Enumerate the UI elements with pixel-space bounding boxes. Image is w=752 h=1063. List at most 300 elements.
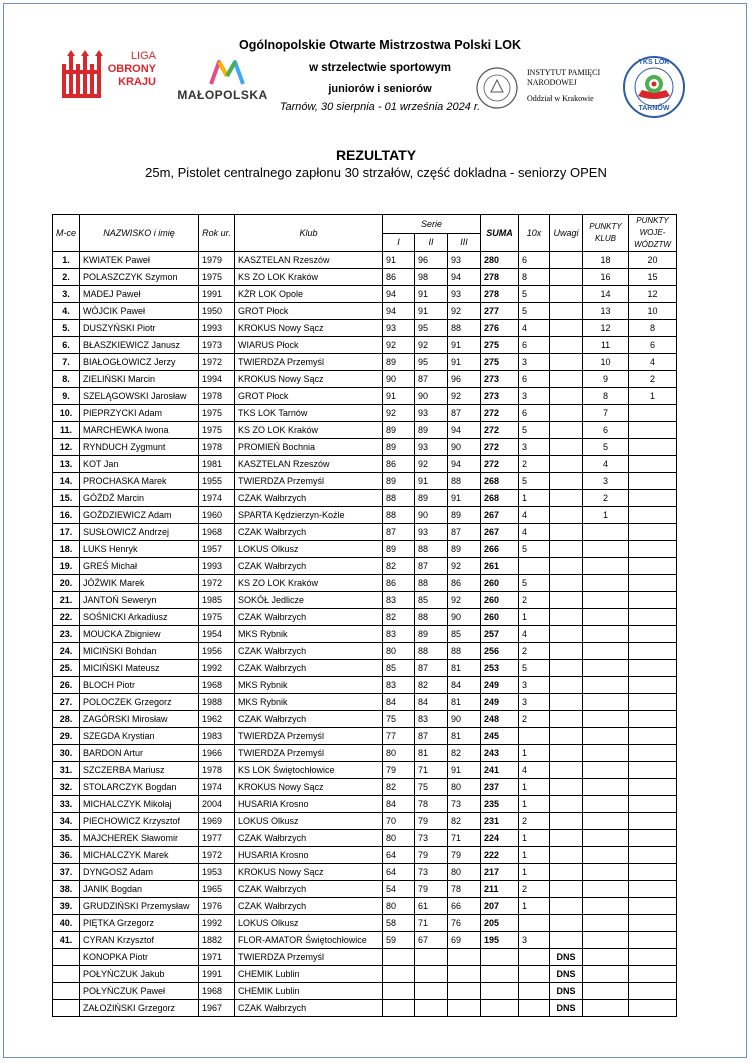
- cell-club: TWIERDZA Przemyśl: [235, 949, 383, 966]
- cell-club: KS LOK Świętochłowice: [235, 762, 383, 779]
- table-row: [53, 439, 677, 456]
- cell-series-1: 89: [383, 422, 415, 439]
- cell-notes: [550, 813, 583, 830]
- cell-place: 41.: [53, 932, 80, 949]
- cell-tens: 3: [519, 677, 550, 694]
- kraju-text: KRAJU: [118, 76, 156, 88]
- cell-sum: 266: [481, 541, 519, 558]
- header-category: juniorów i seniorów: [328, 83, 432, 95]
- cell-year: 1955: [199, 473, 235, 490]
- cell-place: 1.: [53, 252, 80, 269]
- cell-series-2: 91: [415, 303, 448, 320]
- cell-club: WIARUS Płock: [235, 337, 383, 354]
- cell-year: 1966: [199, 745, 235, 762]
- cell-series-2: 71: [415, 762, 448, 779]
- cell-sum: 272: [481, 456, 519, 473]
- cell-points-voivodeship: 8: [629, 320, 677, 337]
- cell-tens: 1: [519, 490, 550, 507]
- ipn-line2: NARODOWEJ: [527, 78, 577, 87]
- cell-points-voivodeship: [629, 422, 677, 439]
- cell-notes: [550, 558, 583, 575]
- cell-place: 12.: [53, 439, 80, 456]
- cell-series-1: 89: [383, 354, 415, 371]
- table-row: [53, 286, 677, 303]
- cell-points-club: [583, 677, 629, 694]
- cell-series-1: 83: [383, 626, 415, 643]
- cell-points-voivodeship: 10: [629, 303, 677, 320]
- cell-club: LOKUS Olkusz: [235, 915, 383, 932]
- cell-club: CZAK Wałbrzych: [235, 881, 383, 898]
- cell-series-3: 85: [448, 626, 481, 643]
- cell-sum: 222: [481, 847, 519, 864]
- cell-notes: [550, 422, 583, 439]
- cell-series-1: 88: [383, 490, 415, 507]
- cell-name: KONOPKA Piotr: [80, 949, 199, 966]
- table-row: [53, 320, 677, 337]
- cell-tens: 1: [519, 830, 550, 847]
- cell-year: 1985: [199, 592, 235, 609]
- header-points-club: PUNKTY KLUB: [583, 215, 629, 252]
- cell-name: RYNDUCH Zygmunt: [80, 439, 199, 456]
- cell-club: PROMIEŃ Bochnia: [235, 439, 383, 456]
- cell-name: JANTOŃ Seweryn: [80, 592, 199, 609]
- cell-sum: 205: [481, 915, 519, 932]
- cell-notes: [550, 303, 583, 320]
- cell-year: 1979: [199, 252, 235, 269]
- cell-year: 1975: [199, 609, 235, 626]
- cell-series-1: [383, 1000, 415, 1017]
- cell-series-2: 93: [415, 405, 448, 422]
- cell-series-1: 82: [383, 609, 415, 626]
- cell-sum: 245: [481, 728, 519, 745]
- header-discipline: w strzelectwie sportowym: [309, 62, 451, 74]
- cell-series-3: 66: [448, 898, 481, 915]
- cell-name: MICHALCZYK Mikołaj: [80, 796, 199, 813]
- cell-points-voivodeship: [629, 558, 677, 575]
- cell-notes: [550, 388, 583, 405]
- cell-tens: 2: [519, 456, 550, 473]
- table-row: [53, 252, 677, 269]
- cell-series-3: 90: [448, 439, 481, 456]
- cell-points-club: [583, 898, 629, 915]
- table-row: [53, 745, 677, 762]
- cell-points-voivodeship: 6: [629, 337, 677, 354]
- cell-tens: 4: [519, 626, 550, 643]
- cell-name: GRUDZIŃSKI Przemysław: [80, 898, 199, 915]
- cell-tens: [519, 558, 550, 575]
- cell-name: JÓŹWIK Marek: [80, 575, 199, 592]
- cell-year: 1978: [199, 762, 235, 779]
- cell-series-3: 89: [448, 507, 481, 524]
- table-row: [53, 711, 677, 728]
- cell-year: 1994: [199, 371, 235, 388]
- cell-series-1: 91: [383, 388, 415, 405]
- cell-series-2: 84: [415, 694, 448, 711]
- cell-tens: 5: [519, 575, 550, 592]
- cell-series-2: 73: [415, 864, 448, 881]
- cell-series-2: 88: [415, 541, 448, 558]
- cell-club: KROKUS Nowy Sącz: [235, 320, 383, 337]
- cell-points-voivodeship: [629, 694, 677, 711]
- cell-name: BŁASZKIEWICZ Janusz: [80, 337, 199, 354]
- cell-club: CZAK Wałbrzych: [235, 558, 383, 575]
- cell-place: [53, 966, 80, 983]
- cell-notes: [550, 337, 583, 354]
- cell-series-1: 64: [383, 847, 415, 864]
- cell-year: 1976: [199, 898, 235, 915]
- cell-series-2: 89: [415, 490, 448, 507]
- cell-year: 1973: [199, 337, 235, 354]
- cell-tens: [519, 915, 550, 932]
- cell-series-2: 90: [415, 507, 448, 524]
- cell-name: MOUCKA Zbigniew: [80, 626, 199, 643]
- cell-series-2: 89: [415, 626, 448, 643]
- cell-notes: [550, 575, 583, 592]
- cell-place: 40.: [53, 915, 80, 932]
- cell-points-club: [583, 609, 629, 626]
- cell-points-voivodeship: [629, 847, 677, 864]
- cell-series-1: 75: [383, 711, 415, 728]
- cell-points-voivodeship: [629, 864, 677, 881]
- cell-series-1: 64: [383, 864, 415, 881]
- cell-sum: 207: [481, 898, 519, 915]
- cell-name: DUSZYŃSKI Piotr: [80, 320, 199, 337]
- cell-year: 2004: [199, 796, 235, 813]
- cell-place: 8.: [53, 371, 80, 388]
- cell-tens: 1: [519, 864, 550, 881]
- cell-points-voivodeship: [629, 660, 677, 677]
- cell-points-voivodeship: [629, 609, 677, 626]
- cell-points-voivodeship: [629, 592, 677, 609]
- cell-points-voivodeship: [629, 405, 677, 422]
- cell-sum: [481, 1000, 519, 1017]
- ipn-seal-icon: [475, 66, 519, 110]
- cell-tens: 2: [519, 592, 550, 609]
- cell-series-2: 95: [415, 354, 448, 371]
- cell-tens: 2: [519, 813, 550, 830]
- cell-series-1: 89: [383, 439, 415, 456]
- cell-points-club: [583, 592, 629, 609]
- cell-notes: [550, 541, 583, 558]
- cell-place: 20.: [53, 575, 80, 592]
- cell-series-1: 85: [383, 660, 415, 677]
- cell-tens: 4: [519, 320, 550, 337]
- cell-points-voivodeship: [629, 575, 677, 592]
- cell-series-2: 88: [415, 575, 448, 592]
- ipn-line3: Oddział w Krakowie: [527, 94, 594, 103]
- cell-points-club: 12: [583, 320, 629, 337]
- cell-series-3: 91: [448, 354, 481, 371]
- cell-notes: [550, 524, 583, 541]
- cell-club: TKS LOK Tarnów: [235, 405, 383, 422]
- cell-points-voivodeship: [629, 728, 677, 745]
- cell-sum: 273: [481, 388, 519, 405]
- header-points-voivodeship: PUNKTY WOJE- WÓDZTW: [629, 215, 677, 252]
- cell-series-1: 80: [383, 830, 415, 847]
- tks-top-text: TKS LOK: [638, 59, 670, 66]
- cell-club: LOKUS Olkusz: [235, 813, 383, 830]
- cell-sum: 272: [481, 422, 519, 439]
- table-row: [53, 371, 677, 388]
- cell-tens: [519, 728, 550, 745]
- cell-name: GREŚ Michał: [80, 558, 199, 575]
- cell-points-club: 10: [583, 354, 629, 371]
- cell-club: MKS Rybnik: [235, 694, 383, 711]
- cell-series-2: 85: [415, 592, 448, 609]
- cell-name: SUSŁOWICZ Andrzej: [80, 524, 199, 541]
- cell-points-club: [583, 575, 629, 592]
- cell-tens: 5: [519, 541, 550, 558]
- cell-points-voivodeship: [629, 898, 677, 915]
- cell-series-1: [383, 983, 415, 1000]
- cell-year: 1981: [199, 456, 235, 473]
- cell-place: 27.: [53, 694, 80, 711]
- cell-notes: [550, 779, 583, 796]
- cell-series-1: 82: [383, 779, 415, 796]
- cell-year: 1953: [199, 864, 235, 881]
- table-row: [53, 949, 677, 966]
- cell-name: PROCHASKA Marek: [80, 473, 199, 490]
- cell-points-voivodeship: [629, 881, 677, 898]
- cell-place: 17.: [53, 524, 80, 541]
- cell-series-3: 94: [448, 269, 481, 286]
- header-year: Rok ur.: [199, 215, 235, 252]
- cell-year: 1962: [199, 711, 235, 728]
- cell-series-1: 86: [383, 269, 415, 286]
- cell-tens: 5: [519, 473, 550, 490]
- cell-year: 1954: [199, 626, 235, 643]
- cell-club: GROT Płock: [235, 388, 383, 405]
- cell-points-club: [583, 558, 629, 575]
- cell-sum: 248: [481, 711, 519, 728]
- cell-series-2: [415, 966, 448, 983]
- cell-tens: [519, 983, 550, 1000]
- cell-points-club: 8: [583, 388, 629, 405]
- cell-series-3: 91: [448, 490, 481, 507]
- cell-series-2: 87: [415, 660, 448, 677]
- cell-club: KROKUS Nowy Sącz: [235, 779, 383, 796]
- header-series: Serie: [383, 215, 481, 234]
- cell-points-club: [583, 983, 629, 1000]
- cell-year: 1882: [199, 932, 235, 949]
- header-place: M-ce: [53, 215, 80, 252]
- cell-series-2: 93: [415, 439, 448, 456]
- cell-notes: [550, 847, 583, 864]
- cell-club: GROT Płock: [235, 303, 383, 320]
- cell-place: 2.: [53, 269, 80, 286]
- cell-club: KS ZO LOK Kraków: [235, 575, 383, 592]
- cell-sum: 268: [481, 473, 519, 490]
- cell-points-club: [583, 762, 629, 779]
- cell-club: FLOR-AMATOR Świętochłowice: [235, 932, 383, 949]
- cell-series-3: 92: [448, 592, 481, 609]
- cell-series-1: 84: [383, 796, 415, 813]
- table-row: [53, 660, 677, 677]
- cell-series-1: 82: [383, 558, 415, 575]
- cell-series-3: 87: [448, 524, 481, 541]
- cell-tens: 6: [519, 405, 550, 422]
- cell-notes: [550, 252, 583, 269]
- cell-points-club: 6: [583, 422, 629, 439]
- cell-sum: 195: [481, 932, 519, 949]
- cell-year: 1960: [199, 507, 235, 524]
- cell-place: 31.: [53, 762, 80, 779]
- cell-club: CZAK Wałbrzych: [235, 609, 383, 626]
- header-notes: Uwagi: [550, 215, 583, 252]
- cell-tens: 8: [519, 269, 550, 286]
- cell-year: 1968: [199, 677, 235, 694]
- cell-points-voivodeship: 12: [629, 286, 677, 303]
- cell-series-2: 93: [415, 524, 448, 541]
- cell-series-1: 91: [383, 252, 415, 269]
- cell-name: SOŚNICKI Arkadiusz: [80, 609, 199, 626]
- header-club: Klub: [235, 215, 383, 252]
- cell-series-1: 94: [383, 303, 415, 320]
- cell-points-club: [583, 779, 629, 796]
- cell-sum: 278: [481, 269, 519, 286]
- cell-points-voivodeship: [629, 1000, 677, 1017]
- cell-series-2: 75: [415, 779, 448, 796]
- cell-year: 1975: [199, 269, 235, 286]
- cell-name: MARCHEWKA Iwona: [80, 422, 199, 439]
- tks-lok-tarnow-logo: [622, 56, 686, 118]
- table-row: [53, 881, 677, 898]
- cell-points-voivodeship: 20: [629, 252, 677, 269]
- cell-place: 22.: [53, 609, 80, 626]
- cell-points-club: [583, 949, 629, 966]
- cell-year: 1988: [199, 694, 235, 711]
- table-row: [53, 337, 677, 354]
- cell-series-3: [448, 949, 481, 966]
- cell-club: CHEMIK Lublin: [235, 966, 383, 983]
- cell-series-3: 82: [448, 745, 481, 762]
- cell-series-3: 76: [448, 915, 481, 932]
- cell-points-club: 5: [583, 439, 629, 456]
- cell-name: BIAŁOGŁOWICZ Jerzy: [80, 354, 199, 371]
- cell-series-1: 80: [383, 898, 415, 915]
- cell-series-1: 83: [383, 592, 415, 609]
- table-row: [53, 1000, 677, 1017]
- cell-name: LUKS Henryk: [80, 541, 199, 558]
- cell-points-voivodeship: [629, 932, 677, 949]
- cell-series-1: 83: [383, 677, 415, 694]
- cell-place: 38.: [53, 881, 80, 898]
- cell-year: 1992: [199, 660, 235, 677]
- cell-sum: 249: [481, 677, 519, 694]
- cell-series-1: 77: [383, 728, 415, 745]
- cell-name: SZEGDA Krystian: [80, 728, 199, 745]
- cell-series-3: 92: [448, 303, 481, 320]
- table-row: [53, 932, 677, 949]
- cell-club: SOKÓŁ Jedlicze: [235, 592, 383, 609]
- table-row: [53, 490, 677, 507]
- cell-series-1: 89: [383, 541, 415, 558]
- cell-sum: [481, 966, 519, 983]
- cell-club: HUSARIA Krosno: [235, 847, 383, 864]
- cell-sum: 272: [481, 439, 519, 456]
- table-row: [53, 558, 677, 575]
- cell-points-club: 3: [583, 473, 629, 490]
- cell-series-2: [415, 983, 448, 1000]
- cell-notes: [550, 286, 583, 303]
- table-row: [53, 303, 677, 320]
- cell-tens: 1: [519, 796, 550, 813]
- cell-notes: [550, 609, 583, 626]
- cell-points-voivodeship: [629, 677, 677, 694]
- cell-series-3: 79: [448, 847, 481, 864]
- cell-points-voivodeship: 15: [629, 269, 677, 286]
- cell-sum: 267: [481, 507, 519, 524]
- table-row: [53, 779, 677, 796]
- cell-notes: [550, 626, 583, 643]
- cell-points-voivodeship: [629, 779, 677, 796]
- cell-series-3: 87: [448, 405, 481, 422]
- cell-place: 21.: [53, 592, 80, 609]
- cell-name: MICIŃSKI Bohdan: [80, 643, 199, 660]
- cell-year: 1972: [199, 575, 235, 592]
- cell-club: KROKUS Nowy Sącz: [235, 864, 383, 881]
- cell-year: 1983: [199, 728, 235, 745]
- cell-points-voivodeship: 2: [629, 371, 677, 388]
- cell-club: TWIERDZA Przemyśl: [235, 354, 383, 371]
- cell-notes: [550, 456, 583, 473]
- cell-club: CZAK Wałbrzych: [235, 711, 383, 728]
- cell-place: 7.: [53, 354, 80, 371]
- cell-name: POLASZCZYK Szymon: [80, 269, 199, 286]
- cell-place: 16.: [53, 507, 80, 524]
- cell-series-2: 87: [415, 728, 448, 745]
- cell-points-club: 14: [583, 286, 629, 303]
- liga-text: LIGA: [130, 50, 156, 62]
- cell-points-club: [583, 830, 629, 847]
- cell-notes: [550, 643, 583, 660]
- cell-points-voivodeship: [629, 915, 677, 932]
- cell-name: ZAGÓRSKI Mirosław: [80, 711, 199, 728]
- cell-series-2: [415, 949, 448, 966]
- cell-points-voivodeship: [629, 813, 677, 830]
- cell-series-2: 87: [415, 371, 448, 388]
- cell-sum: 243: [481, 745, 519, 762]
- cell-series-2: 79: [415, 847, 448, 864]
- cell-tens: 6: [519, 252, 550, 269]
- cell-sum: 235: [481, 796, 519, 813]
- cell-series-1: 89: [383, 473, 415, 490]
- cell-place: 39.: [53, 898, 80, 915]
- cell-year: 1978: [199, 439, 235, 456]
- cell-points-club: [583, 626, 629, 643]
- cell-series-1: 86: [383, 456, 415, 473]
- cell-series-3: 86: [448, 575, 481, 592]
- cell-club: CZAK Wałbrzych: [235, 1000, 383, 1017]
- cell-name: GÓŹDŹ Marcin: [80, 490, 199, 507]
- cell-tens: 6: [519, 371, 550, 388]
- cell-sum: 211: [481, 881, 519, 898]
- cell-tens: 5: [519, 422, 550, 439]
- cell-sum: 276: [481, 320, 519, 337]
- tks-bottom-text: TARNÓW: [638, 105, 670, 112]
- cell-tens: 3: [519, 439, 550, 456]
- cell-notes: [550, 881, 583, 898]
- cell-club: HUSARIA Krosno: [235, 796, 383, 813]
- cell-sum: 256: [481, 643, 519, 660]
- cell-notes: [550, 354, 583, 371]
- cell-place: 25.: [53, 660, 80, 677]
- cell-series-2: 92: [415, 456, 448, 473]
- cell-year: 1992: [199, 915, 235, 932]
- cell-points-voivodeship: [629, 626, 677, 643]
- cell-sum: 249: [481, 694, 519, 711]
- cell-name: DYNGOSZ Adam: [80, 864, 199, 881]
